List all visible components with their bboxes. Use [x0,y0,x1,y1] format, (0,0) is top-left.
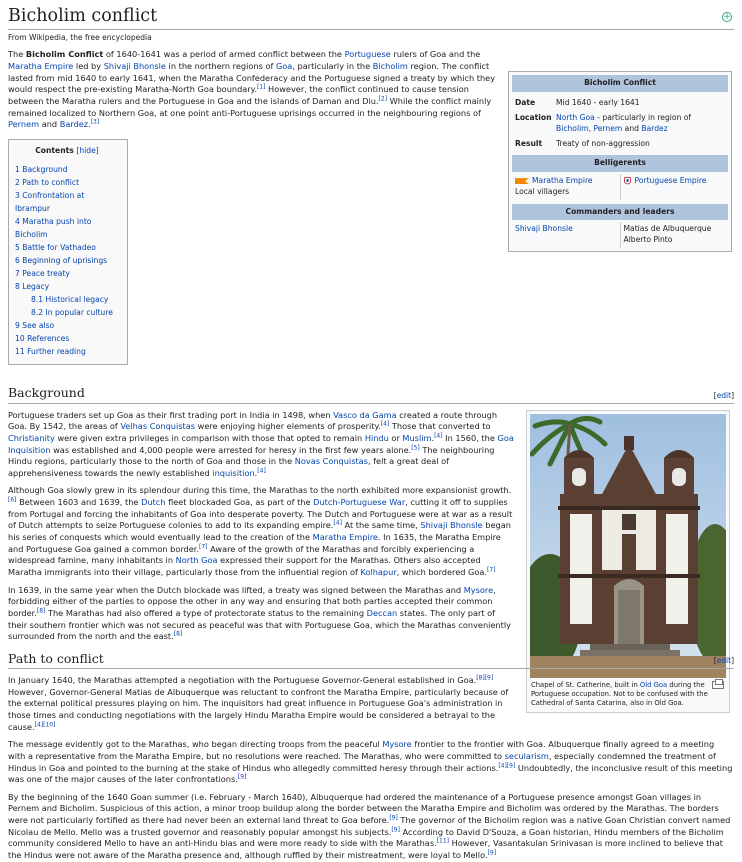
citation-link[interactable]: [7] [487,566,496,574]
table-of-contents [8,139,128,365]
commanders-header: Commanders and leaders [512,204,728,221]
inline-link[interactable]: Goa Inquisition [8,432,514,455]
toc-link[interactable]: 1 Background [15,164,68,174]
inline-link[interactable]: Christianity [8,432,55,443]
toc-link[interactable]: 6 Beginning of uprisings [15,255,108,265]
image-caption [530,678,726,710]
inline-link[interactable]: Maratha Empire [8,61,74,72]
toc-link[interactable]: 8 Legacy [15,282,50,292]
toc-item[interactable] [15,215,119,241]
maratha-empire-link[interactable]: Maratha Empire [532,176,593,186]
citation-link[interactable]: [4] [333,519,342,527]
toc-link[interactable]: 9 See also [15,321,55,331]
toc-link[interactable]: 11 Further reading [15,347,86,357]
inline-link[interactable]: Velhas Conquistas [120,421,196,432]
page-title: Bicholim conflict [8,5,734,30]
edit-link[interactable]: [edit] [713,390,734,400]
toc-link[interactable]: 8.2 In popular culture [31,308,113,318]
citation-link[interactable]: [4] [434,432,443,440]
inline-link[interactable]: Bicholim [372,61,408,72]
toc-item[interactable] [15,189,119,215]
paragraph: Portuguese traders set up Goa as their first trading port in India in 1498, when Vasco da Gama created a route through Goa. By 1542, the areas of Velhas Conquistas were enjoying higher elements of prosperity.[4] Those that converted to Christianity were given extra privileges in comparison with those that opted to remain Hindu or Muslim.[4] In 1560, the Goa Inquisition was established and 4,000 people were arrested for heresy in the first few years alone.[5] The neighbouring Hindu regions, particularly those to the north of Goa and those in the Novas Conquistas, felt a great deal of apprehensiveness towards the newly established inquisition.[4] [8,409,514,478]
belligerents-header: Belligerents [512,155,728,172]
maratha-flag-icon [515,178,529,184]
commander-name: Alberto Pinto [623,235,673,245]
toc-item[interactable] [15,319,119,332]
inline-link[interactable]: inquisition [212,467,255,478]
inline-link[interactable]: Mysore [463,584,494,595]
citation-link[interactable]: [8] [36,607,46,615]
toc-link[interactable]: 5 Battle for Vathadeo [15,242,96,252]
inline-link[interactable]: Shivaji Bhonsle [103,61,166,72]
citation-link[interactable]: [9] [237,773,247,781]
belligerents-row [512,174,728,200]
location-link[interactable]: North Goa [556,112,595,122]
location-link[interactable]: Pernem [593,123,623,133]
infobox-value: North Goa - particularly in region of Bicholim, Pernem and Bardez [556,112,692,133]
citation-link[interactable]: [9] [391,825,400,833]
commanders-row [512,222,728,248]
inline-link[interactable]: Bardez [59,119,89,130]
paragraph: In January 1640, the Marathas attempted a negotiation with the Portuguese Governor-General established in Goa.[8][9] However, Governor-General Matias de Albuquerque was reluctant to confront the Maratha Empire, particularly because of the external political pressures playing on him. The inquisitors had great influence in Portuguese Goa's administration in those times and conducting negotiations with the largely Hindu Maratha Empire would be considered a betrayal to the cause.[4][10] [8,674,509,732]
commander-name: Matias de Albuquerque [623,224,712,234]
toc-link[interactable]: 2 Path to conflict [15,177,80,187]
infobox [508,71,732,252]
inline-link[interactable]: North Goa [175,555,218,566]
inline-link[interactable]: Dutch-Portuguese War [313,497,406,508]
citation-link[interactable]: [7] [199,542,208,550]
local-villagers-text: Local villagers [515,186,570,196]
section-heading-path-to-conflict [8,651,734,669]
citation-link[interactable]: [9] [487,849,497,857]
paragraph: By the beginning of the 1640 Goan summer (i.e. February - March 1640), Albuquerque had ordered the maintenance of a Portuguese presence amongst Goan villages in Pernem and Bicholim. Suspicious of this action, a minor troop buildup along the border between the Maratha Empire and Bicholim was ordered by the Marathas. The borders were not particularly fortified as there had never been an external land threat to Goa before.[9] The governor of the Bicholim region was a native Goan Christian convert named Nicolau de Mello. Mello was a trusted governor and reasonably popular amongst his subjects.[9] According to David D'Souza, a Goan historian, Hindu members of the Bicholim community considered Mello to have an anti-Hindu bias and were more ready to side with the Marathas.[11] However, Vasantakulan Srinivasan is more inclined to believe that the Hindus were not aware of the Maratha presence and, although ruffled by their mistreatment, were loyal to Mello.[9] [8,791,731,860]
paragraph: The message evidently got to the Marathas, who began directing troops from the peaceful Mysore frontier to the frontier with Goa. Albuquerque finally agreed to a meeting with a representative from the Maratha Empire, but no resolutions were reached. The Marathas, who were committed to secularism, especially condemned the treatment of Hindus in Goa and pointed to the burning at the stake of Hindus who allegedly committed heresy through their actions.[4][9] Undoubtedly, the inconclusive result of this meeting was one of the major causes of the later confrontations.[9] [8,739,733,785]
toc-item[interactable] [15,293,119,306]
chapel-photo[interactable] [530,414,726,678]
toc-link[interactable]: 4 Maratha push into Bicholim [15,216,92,239]
toc-item[interactable] [15,163,119,176]
citation-link[interactable]: [2] [378,95,388,103]
section-title: Background [8,385,85,401]
edit-link-text[interactable]: edit [716,656,732,666]
portuguese-shield-icon [624,177,631,186]
infobox-title: Bicholim Conflict [512,75,728,92]
inline-link[interactable]: Kolhapur [360,566,397,577]
citation-link[interactable]: [3] [90,118,100,126]
toc-item[interactable] [15,254,119,267]
inline-link[interactable]: Dutch [141,497,166,508]
belligerent-side-2 [620,174,729,200]
caption-text: Chapel of St. Catherine, built in Old Goa during the Portuguese occupation. Not to be confused with the Cathedral of Santa Catarina, also in Old Goa. [531,680,708,707]
toc-item[interactable] [15,280,119,293]
add-icon[interactable]: + [723,12,731,22]
toc-link[interactable]: 10 References [15,334,70,344]
site-subtitle: From Wikipedia, the free encyclopedia [8,32,152,42]
citation-link[interactable]: [11] [436,837,450,845]
citation-link[interactable]: [8] [173,630,183,638]
infobox-row-result [512,137,728,152]
portuguese-empire-link[interactable]: Portuguese Empire [634,176,707,186]
infobox-value: Mid 1640 - early 1641 [556,98,640,108]
paragraph: Although Goa slowly grew in its splendour during this time, the Marathas to the north exhibited more expansionist growth.[6] Between 1603 and 1639, the Dutch fleet blockaded Goa, as part of the Dutch-Portuguese War, cutting it off to supplies from Portugal and forcing the inhabitants of Goa into desperate poverty. The Dutch and Portuguese were at war as a result of Dutch attempts to seize Portuguese colonies to add to its expanding empire.[4] At the same time, Shivaji Bhonsle began his series of conquests which would eventually lead to the creation of the Maratha Empire. In 1635, the Maratha Empire and Portuguese Goa gained a common border.[7] Aware of the growth of the Marathas and forcibly experiencing a widespread famine, many inhabitants in North Goa expressed their support for the Marathas. Others also accepted Maratha immigrants into their village, particularly those from the influential region of Kolhapur, which bordered Goa.[7] [8,485,513,577]
toc-link[interactable]: 8.1 Historical legacy [31,295,109,305]
toc-list [15,163,119,359]
infobox-key: Date [515,98,536,108]
commander-side-1 [512,222,620,248]
citation-link[interactable]: [1] [256,83,266,91]
citation-link[interactable]: [6] [8,496,17,504]
inline-link[interactable]: Maratha Empire [312,532,378,543]
inline-link[interactable]: Goa [275,61,293,72]
inline-link[interactable]: Vasco da Gama [333,409,397,420]
citation-link[interactable]: [4][9] [498,761,516,769]
bold-term: Bicholim Conflict [25,49,104,60]
infobox-row-date [512,96,728,111]
toc-title [15,146,119,157]
inline-link[interactable]: Muslim [402,432,432,443]
intro-paragraph: The Bicholim Conflict of 1640-1641 was a period of armed conflict between the Portuguese rulers of Goa and the Maratha Empire led by Shivaji Bhonsle in the northern regions of Goa, particularly in the Bicholim region. The conflict lasted from mid 1640 to early 1641, when the Maratha Confederacy and the Portuguese signed a treaty by which they would respect the pre-existing Maratha-North Goa boundary.[1] However, the conflict continued to cause tension between the Maratha rulers and the Portuguese in Goa and the islands of Daman and Diu.[2] While the conflict mainly remained localized to Northern Goa, at one point anti-Portuguese uprisings occurred in the neighbouring regions of Pernem and Bardez.[3] [8,49,496,130]
section-title: Path to conflict [8,650,104,666]
toc-heading: Contents [35,145,74,155]
citation-link[interactable]: [4] [380,420,390,428]
location-link[interactable]: Bardez [641,123,668,133]
infobox-key: Location [515,112,552,122]
toc-item[interactable] [15,241,119,254]
inline-link[interactable]: Deccan [366,607,398,618]
citation-link[interactable]: [9] [389,814,398,822]
toc-link[interactable]: 7 Peace treaty [15,269,70,279]
commander-side-2 [620,222,729,248]
citation-link[interactable]: [5] [411,443,420,451]
shivaji-link[interactable]: Shivaji Bhonsle [515,224,573,234]
inline-link[interactable]: Shivaji Bhonsle [420,520,483,531]
inline-link[interactable]: Pernem [8,119,40,130]
infobox-key: Result [515,138,543,148]
edit-link[interactable]: [edit] [713,656,734,666]
toc-hide-link[interactable]: [hide] [76,145,99,155]
inline-link[interactable]: Hindu [364,432,389,443]
toc-item[interactable] [15,306,119,319]
toc-item[interactable] [15,176,119,189]
edit-link-text[interactable]: edit [716,390,732,400]
toc-link[interactable]: 3 Confrontation at Ibrampur [15,190,85,213]
inline-link[interactable]: Old Goa [639,680,668,689]
location-link[interactable]: Bicholim [556,123,589,133]
belligerent-side-1 [512,174,620,200]
toc-item[interactable] [15,345,119,358]
section-heading-background [8,385,734,403]
inline-link[interactable]: Mysore [382,739,412,750]
citation-link[interactable]: [4][10] [34,720,56,728]
paragraph: In 1639, in the same year when the Dutch blockade was lifted, a treaty was signed between the Marathas and Mysore, forbidding either of the parties to oppose the other in any way and ensuring that both parties accepted their common border.[8] The Marathas had also offered a type of protectorate status to the remaining Deccan states. The only part of their southern frontier which was not secured as peaceful was that with Portuguese Goa, which the Marathas conveniently surrounded from the north and the east.[8] [8,584,511,642]
toc-item[interactable] [15,267,119,280]
enlarge-icon[interactable] [712,681,724,689]
inline-link[interactable]: secularism [504,750,549,761]
citation-link[interactable]: [4] [257,467,266,475]
inline-link[interactable]: Portuguese [344,49,391,60]
infobox-row-location [512,111,728,137]
citation-link[interactable]: [8][9] [476,674,494,682]
toc-item[interactable] [15,332,119,345]
inline-link[interactable]: Novas Conquistas [294,456,368,467]
infobox-value: Treaty of non-aggression [556,138,650,148]
